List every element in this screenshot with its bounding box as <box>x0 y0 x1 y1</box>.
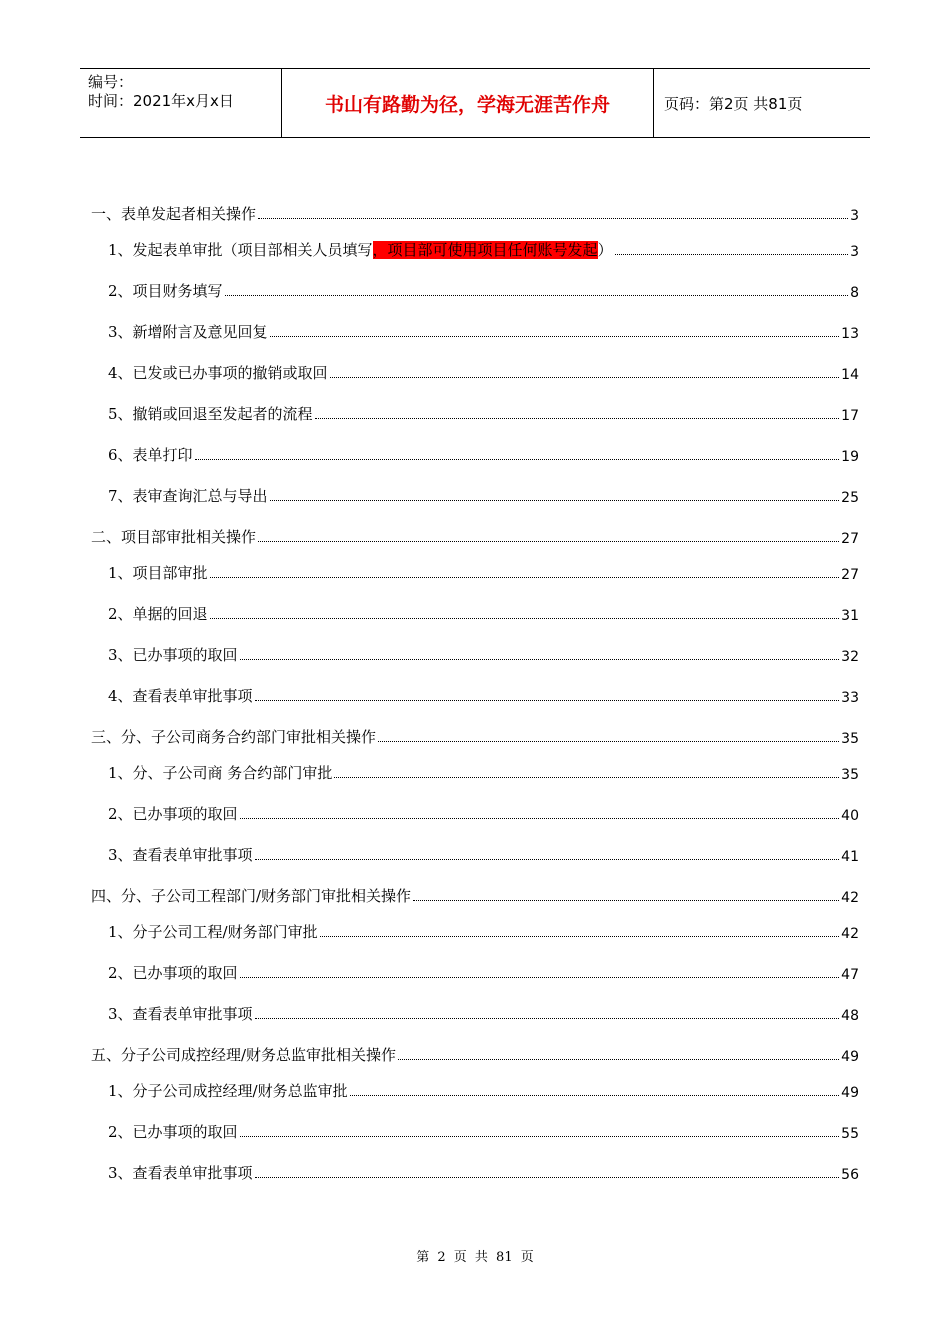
toc-subsection-entry[interactable] <box>108 320 859 342</box>
toc-section-entry[interactable] <box>91 884 859 906</box>
toc-entry-text: 三、分、子公司商务合约部门审批相关操作 <box>91 728 377 746</box>
toc-subsection-entry[interactable] <box>108 238 859 260</box>
toc-entry-title <box>108 762 332 783</box>
toc-entry-title <box>108 239 613 260</box>
toc-entry-text: 1、分、子公司商 务合约部门审批 <box>108 764 333 782</box>
toc-page-number: 41 <box>841 849 859 865</box>
toc-entry-title <box>108 1162 253 1183</box>
toc-subsection-entry[interactable] <box>108 561 859 583</box>
toc-entry-text: 7、表审查询汇总与导出 <box>108 487 268 505</box>
toc-page-number: 14 <box>841 367 859 383</box>
toc-entry-text: 一、表单发起者相关操作 <box>91 205 257 223</box>
toc-entry-title <box>108 321 268 342</box>
toc-dot-leader <box>240 977 840 978</box>
toc-subsection-entry[interactable] <box>108 279 859 301</box>
toc-dot-leader <box>195 459 840 460</box>
toc-dot-leader <box>255 1018 840 1019</box>
toc-entry-text: 3、查看表单审批事项 <box>108 1164 253 1182</box>
toc-entry-title <box>108 1121 238 1142</box>
toc-subsection-entry[interactable] <box>108 1002 859 1024</box>
toc-page-number: 49 <box>841 1049 859 1065</box>
toc-entry-title <box>108 485 268 506</box>
toc-subsection-entry[interactable] <box>108 484 859 506</box>
toc-entry-title <box>108 803 238 824</box>
toc-page-number: 25 <box>841 490 859 506</box>
toc-subsection-entry[interactable] <box>108 361 859 383</box>
toc-page-number: 19 <box>841 449 859 465</box>
toc-entry-title <box>108 403 313 424</box>
toc-entry-text: 3、查看表单审批事项 <box>108 1005 253 1023</box>
toc-entry-title <box>108 562 208 583</box>
toc-dot-leader <box>210 618 840 619</box>
toc-entry-text: 2、项目财务填写 <box>108 282 223 300</box>
toc-page-number: 33 <box>841 690 859 706</box>
toc-dot-leader <box>315 418 840 419</box>
toc-subsection-entry[interactable] <box>108 802 859 824</box>
toc-entry-text: 4、查看表单审批事项 <box>108 687 253 705</box>
toc-page-number: 35 <box>841 767 859 783</box>
toc-dot-leader <box>258 218 848 219</box>
toc-entry-text-suffix: ） <box>597 241 613 259</box>
toc-entry-text: 2、已办事项的取回 <box>108 805 238 823</box>
toc-page-number: 32 <box>841 649 859 665</box>
toc-entry-text: 6、表单打印 <box>108 446 193 464</box>
toc-entry-text: 3、查看表单审批事项 <box>108 846 253 864</box>
toc-entry-title <box>108 1003 253 1024</box>
toc-page-number: 31 <box>841 608 859 624</box>
document-time: 时间：2021年x月x日 <box>88 92 234 110</box>
toc-subsection-entry[interactable] <box>108 602 859 624</box>
toc-dot-leader <box>350 1095 840 1096</box>
toc-dot-leader <box>330 377 840 378</box>
toc-entry-text: 4、已发或已办事项的撤销或取回 <box>108 364 328 382</box>
toc-dot-leader <box>413 900 839 901</box>
toc-subsection-entry[interactable] <box>108 1161 859 1183</box>
toc-page-number: 3 <box>850 244 859 260</box>
toc-entry-title <box>91 885 411 906</box>
toc-entry-title <box>91 526 256 547</box>
toc-entry-title <box>108 444 193 465</box>
toc-page-number: 40 <box>841 808 859 824</box>
toc-page-number: 56 <box>841 1167 859 1183</box>
toc-section-entry[interactable] <box>91 1043 859 1065</box>
toc-dot-leader <box>398 1059 839 1060</box>
toc-entry-text: 1、发起表单审批（项目部相关人员填写 <box>108 241 373 259</box>
toc-entry-highlight: ，项目部可使用项目任何账号发起 <box>372 241 598 259</box>
toc-page-number: 17 <box>841 408 859 424</box>
toc-entry-text: 2、单据的回退 <box>108 605 208 623</box>
toc-page-number: 48 <box>841 1008 859 1024</box>
toc-subsection-entry[interactable] <box>108 443 859 465</box>
toc-entry-text: 3、新增附言及意见回复 <box>108 323 268 341</box>
toc-subsection-entry[interactable] <box>108 402 859 424</box>
toc-dot-leader <box>270 500 840 501</box>
toc-page-number: 49 <box>841 1085 859 1101</box>
toc-dot-leader <box>240 818 840 819</box>
header-motto: 书山有路勤为径，学海无涯苦作舟 <box>282 69 654 137</box>
toc-dot-leader <box>378 741 839 742</box>
toc-page-number: 27 <box>841 567 859 583</box>
toc-entry-text: 1、分子公司成控经理/财务总监审批 <box>108 1082 348 1100</box>
toc-entry-title <box>108 921 318 942</box>
toc-subsection-entry[interactable] <box>108 843 859 865</box>
toc-subsection-entry[interactable] <box>108 1120 859 1142</box>
toc-page-number: 42 <box>841 890 859 906</box>
toc-dot-leader <box>334 777 839 778</box>
toc-dot-leader <box>255 1177 840 1178</box>
toc-page-number: 3 <box>850 208 859 224</box>
toc-page-number: 8 <box>850 285 859 301</box>
toc-subsection-entry[interactable] <box>108 643 859 665</box>
toc-dot-leader <box>240 1136 840 1137</box>
toc-entry-text: 5、撤销或回退至发起者的流程 <box>108 405 313 423</box>
toc-dot-leader <box>225 295 849 296</box>
header-page-info: 页码：第2页 共81页 <box>664 94 803 113</box>
toc-dot-leader <box>320 936 840 937</box>
toc-section-entry[interactable] <box>91 725 859 747</box>
toc-entry-title <box>91 726 376 747</box>
toc-entry-title <box>108 362 328 383</box>
toc-entry-text: 2、已办事项的取回 <box>108 964 238 982</box>
toc-page-number: 13 <box>841 326 859 342</box>
toc-page-number: 42 <box>841 926 859 942</box>
header-meta <box>80 69 282 137</box>
toc-entry-text: 2、已办事项的取回 <box>108 1123 238 1141</box>
toc-dot-leader <box>240 659 840 660</box>
toc-entry-title <box>108 962 238 983</box>
toc-section-entry[interactable] <box>91 202 859 224</box>
toc-entry-title <box>91 1044 396 1065</box>
toc-entry-text: 1、分子公司工程/财务部门审批 <box>108 923 318 941</box>
toc-entry-title <box>108 603 208 624</box>
toc-entry-title <box>108 685 253 706</box>
toc-subsection-entry[interactable] <box>108 920 859 942</box>
toc-entry-title <box>91 203 256 224</box>
toc-dot-leader <box>210 577 840 578</box>
toc-dot-leader <box>255 859 840 860</box>
toc-page-number: 35 <box>841 731 859 747</box>
toc-entry-title <box>108 280 223 301</box>
toc-subsection-entry[interactable] <box>108 961 859 983</box>
toc-entry-text: 3、已办事项的取回 <box>108 646 238 664</box>
toc-entry-text: 四、分、子公司工程部门/财务部门审批相关操作 <box>91 887 412 905</box>
toc-entry-title <box>108 844 253 865</box>
toc-subsection-entry[interactable] <box>108 1079 859 1101</box>
toc-subsection-entry[interactable] <box>108 684 859 706</box>
toc-page-number: 27 <box>841 531 859 547</box>
toc-dot-leader <box>255 700 840 701</box>
toc-page-number: 55 <box>841 1126 859 1142</box>
toc-dot-leader <box>615 254 849 255</box>
toc-entry-text: 五、分子公司成控经理/财务总监审批相关操作 <box>91 1046 397 1064</box>
document-number-label: 编号： <box>88 73 134 91</box>
toc-entry-title <box>108 1080 348 1101</box>
toc-entry-text: 二、项目部审批相关操作 <box>91 528 257 546</box>
toc-dot-leader <box>270 336 840 337</box>
page-header <box>80 68 870 138</box>
toc-page-number: 47 <box>841 967 859 983</box>
toc-subsection-entry[interactable] <box>108 761 859 783</box>
toc-entry-title <box>108 644 238 665</box>
toc-section-entry[interactable] <box>91 525 859 547</box>
toc-dot-leader <box>258 541 839 542</box>
page-footer: 第 2 页 共 81 页 <box>416 1250 534 1265</box>
toc-entry-text: 1、项目部审批 <box>108 564 208 582</box>
